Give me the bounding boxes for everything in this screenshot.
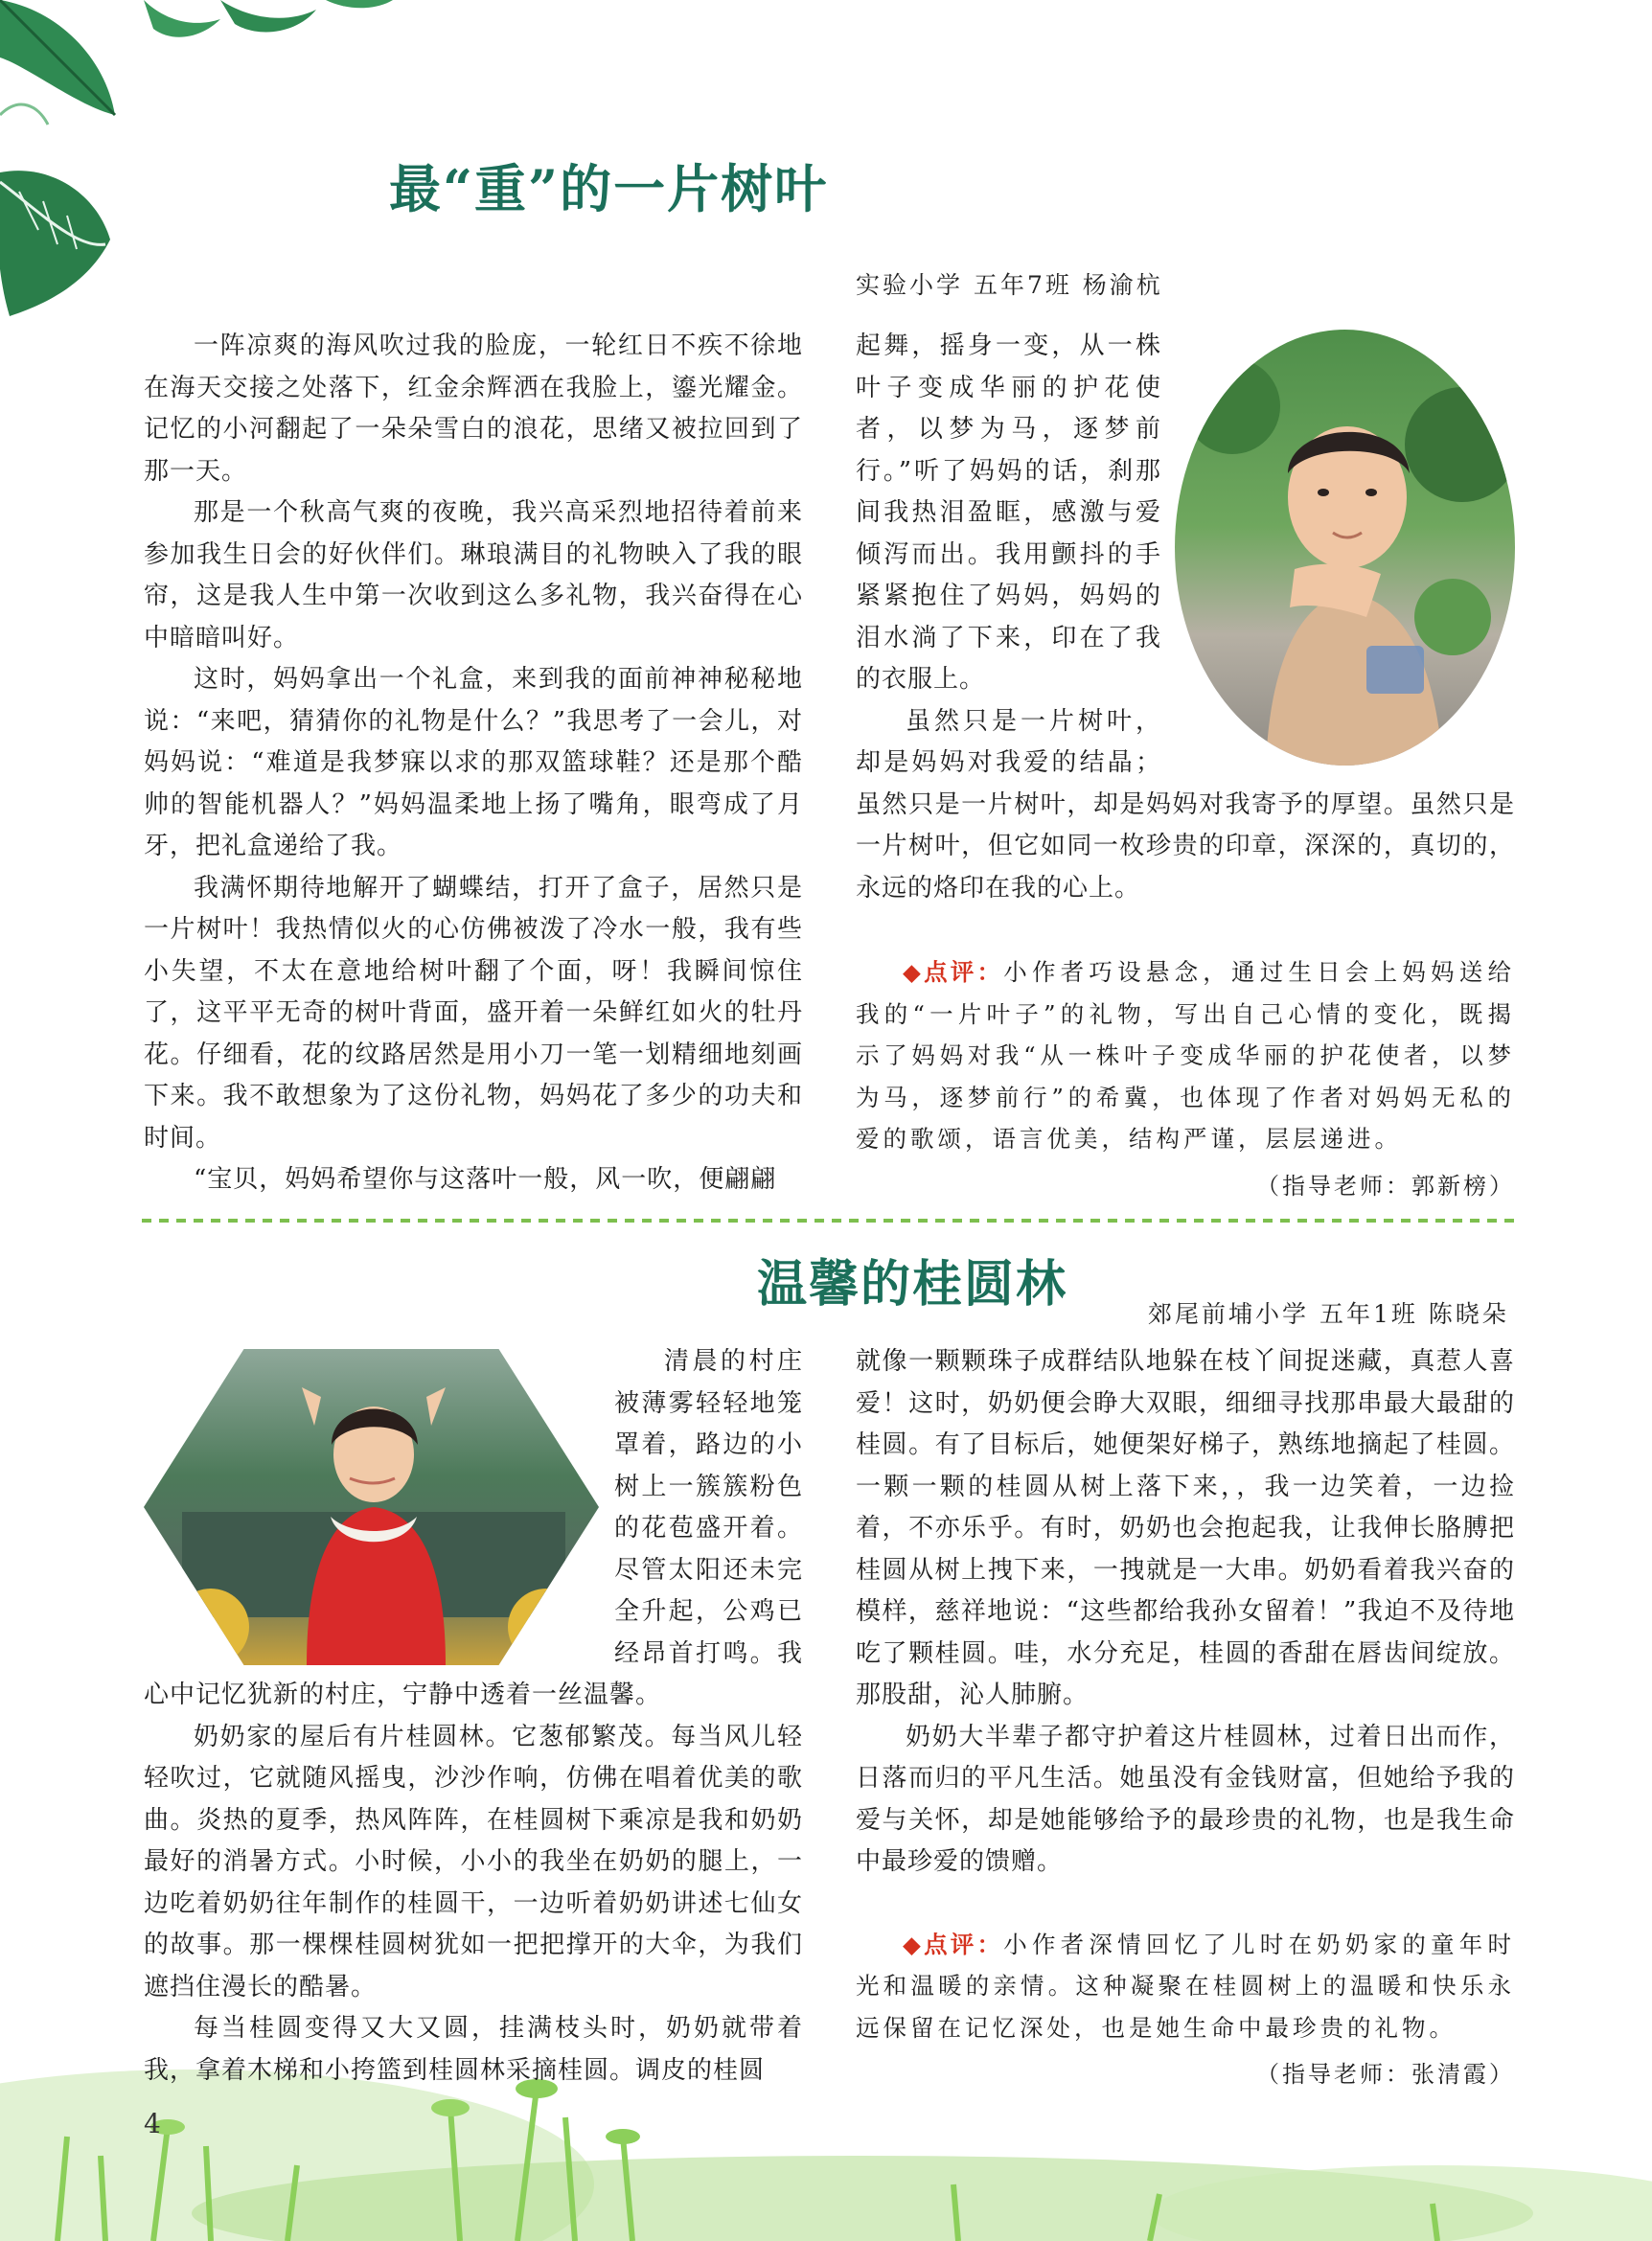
article-1-paragraph: 我满怀期待地解开了蝴蝶结，打开了盒子，居然只是一片树叶！我热情似火的心仿佛被泼了冷水一般，我有些小失望，不太在意地给树叶翻了个面，呀！我瞬间惊住了，这平平无奇的树叶背面，盛开着一朵鲜红如火的牡丹花。仔细看，花的纹路居然是用小刀一笔一划精细地刻画下来。我不敢想象为了这份礼物，妈妈花了多少的功夫和时间。 [144, 873, 803, 1153]
article-1-title: 最“重”的一片树叶 [389, 158, 829, 219]
article-1-paragraph: 虽然只是一片树叶，却是妈妈对我爱的结晶；虽然只是一片树叶，却是妈妈对我寄予的厚望。虽然只是一片树叶，但它如同一枚珍贵的印章，深深的，真切的，永远的烙印在我的心上。 [856, 706, 1515, 903]
article-2-comment [856, 1924, 1515, 2096]
article-2-title: 温馨的桂圆林 [757, 1255, 1068, 1314]
comment-label: ◆点评： [903, 958, 1004, 986]
leaf-divider [142, 1215, 1514, 1226]
article-2-paragraph: 就像一颗颗珠子成群结队地躲在枝丫间捉迷藏，真惹人喜爱！这时，奶奶便会睁大双眼，细细寻找那串最大最甜的桂圆。有了目标后，她便架好梯子，熟练地摘起了桂圆。一颗一颗的桂圆从树上落下来，，我一边笑着，一边捡着，不亦乐乎。有时，奶奶也会抱起我，让我伸长胳膊把桂圆从树上拽下来，一拽就是一大串。奶奶看着我兴奋的模样，慈祥地说：“这些都给我孙女留着！”我迫不及待地吃了颗桂圆。哇，水分充足，桂圆的香甜在唇齿间绽放。那股甜，沁人肺腑。 [856, 1347, 1515, 1709]
article-2-left-column [144, 1341, 803, 2092]
article-1-comment [856, 951, 1515, 1207]
article-1-paragraph: 一阵凉爽的海风吹过我的脸庞，一轮红日不疾不徐地在海天交接之处落下，红金余辉洒在我脸上，鎏光耀金。记忆的小河翻起了一朵朵雪白的浪花，思绪又被拉回到了那一天。 [144, 332, 803, 486]
tropical-leaves-decoration [0, 0, 422, 326]
article-1-right-column [856, 326, 1515, 1207]
article-2-paragraph: 清晨的村庄被薄雾轻轻地笼罩着，路边的小树上一簇簇粉色的花苞盛开着。尽管太阳还未完全升起，公鸡已经昂首打鸣。我心中记忆犹新的村庄，宁静中透着一丝温馨。 [144, 1347, 803, 1709]
teacher-credit: （指导老师：张清霞） [1256, 2061, 1515, 2088]
article-2-right-column [856, 1341, 1515, 2096]
article-1-paragraph: 那是一个秋高气爽的夜晚，我兴高采烈地招待着前来参加我生日会的好伙伴们。琳琅满目的礼物映入了我的眼帘，这是我人生中第一次收到这么多礼物，我兴奋得在心中暗暗叫好。 [144, 498, 803, 652]
article-1-paragraph: 起舞，摇身一变，从一株叶子变成华丽的护花使者，以梦为马，逐梦前行。”听了妈妈的话，刹那间我热泪盈眶，感激与爱倾泻而出。我用颤抖的手紧紧抱住了妈妈，妈妈的泪水淌了下来，印在了我的衣服上。 [856, 332, 1161, 694]
article-2-paragraph: 奶奶家的屋后有片桂圆林。它葱郁繁茂。每当风儿轻轻吹过，它就随风摇曳，沙沙作响，仿佛在唱着优美的歌曲。炎热的夏季，热风阵阵，在桂圆树下乘凉是我和奶奶最好的消暑方式。小时候，小小的我坐在奶奶的腿上，一边吃着奶奶往年制作的桂圆干，一边听着奶奶讲述七仙女的故事。那一棵棵桂圆树犹如一把把撑开的大伞，为我们遮挡住漫长的酷暑。 [144, 1722, 803, 2001]
article-1-paragraph: “宝贝，妈妈希望你与这落叶一般，风一吹，便翩翩 [194, 1165, 777, 1194]
article-2-paragraph: 奶奶大半辈子都守护着这片桂圆林，过着日出而作，日落而归的平凡生活。她虽没有金钱财富，但她给予我的爱与关怀，却是她能够给予的最珍贵的礼物，也是我生命中最珍爱的馈赠。 [856, 1722, 1515, 1876]
comment-text: 小作者巧设悬念，通过生日会上妈妈送给我的“一片叶子”的礼物，写出自己心情的变化，既揭示了妈妈对我“从一株叶子变成华丽的护花使者，以梦为马，逐梦前行”的希冀，也体现了作者对妈妈无私的爱的歌颂，语言优美，结构严谨，层层递进。 [856, 958, 1516, 1153]
author-1-photo [1175, 330, 1515, 766]
teacher-credit: （指导老师：郭新榜） [1256, 1172, 1515, 1200]
comment-text: 小作者深情回忆了儿时在奶奶家的童年时光和温暖的亲情。这种凝聚在桂圆树上的温暖和快乐永远保留在记忆深处，也是她生命中最珍贵的礼物。 [856, 1930, 1516, 2042]
page-number: 4 [144, 2108, 161, 2139]
article-1-left-column [144, 326, 803, 1201]
article-2-byline: 郊尾前埔小学 五年1班 陈晓朵 [1148, 1300, 1509, 1328]
article-2-paragraph: 每当桂圆变得又大又圆，挂满枝头时，奶奶就带着我，拿着木梯和小挎篮到桂圆林采摘桂圆。调皮的桂圆 [144, 2014, 803, 2085]
article-1-paragraph: 这时，妈妈拿出一个礼盒，来到我的面前神神秘秘地说：“来吧，猜猜你的礼物是什么？”我思考了一会儿，对妈妈说：“难道是我梦寐以求的那双篮球鞋？还是那个酷帅的智能机器人？”妈妈温柔地上扬了嘴角，眼弯成了月牙，把礼盒递给了我。 [144, 665, 803, 860]
comment-label: ◆点评： [903, 1930, 1004, 1958]
article-1-byline: 实验小学 五年7班 杨渝杭 [856, 271, 1163, 299]
